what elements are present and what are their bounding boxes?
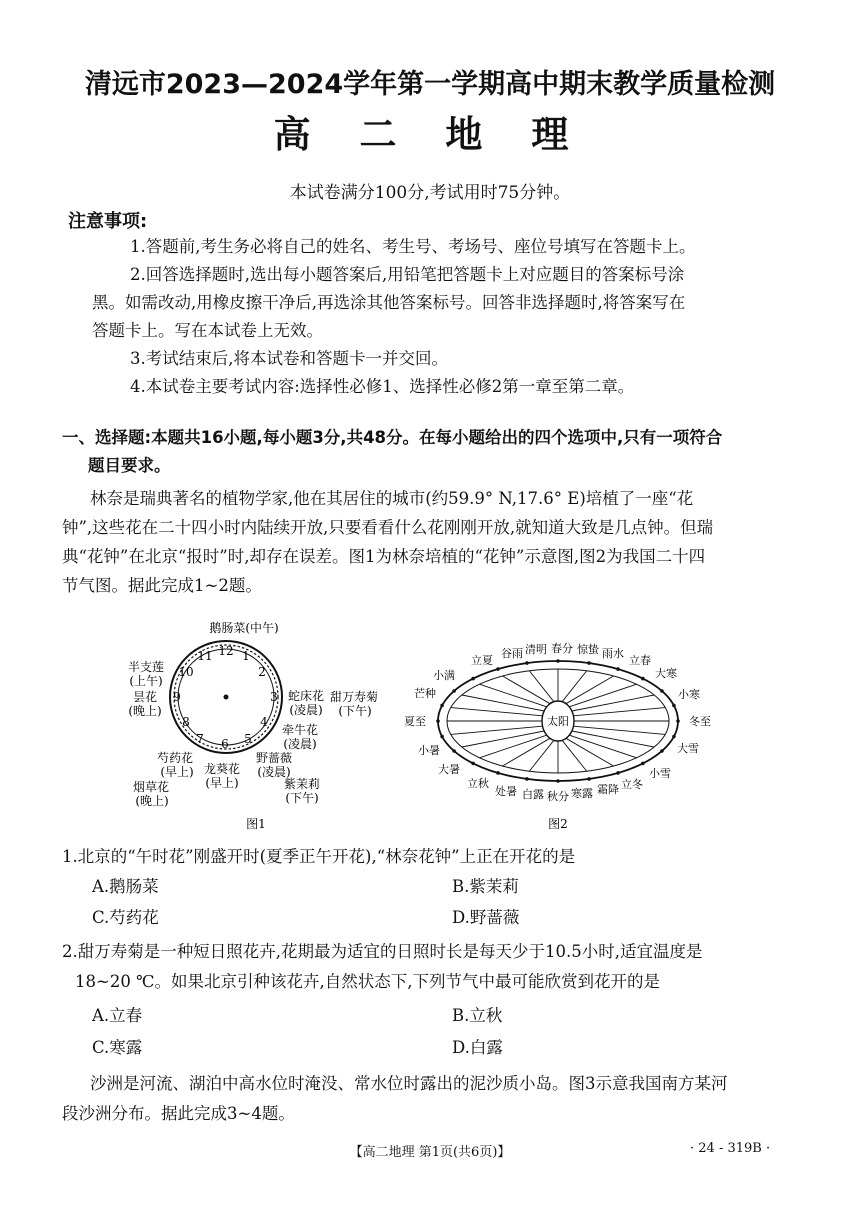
term-dot — [440, 704, 444, 708]
passage-1-line-4: 节气图。据此完成1~2题。 — [62, 576, 262, 595]
term-shuangjiang: 霜降 — [597, 783, 619, 796]
orbit-spoke — [451, 726, 543, 734]
q1-option-c: C.芍药花 — [92, 908, 159, 927]
label-yancaohua-time: (晚上) — [135, 794, 169, 808]
term-mangzhong: 芒种 — [414, 687, 436, 700]
clock-center-dot — [224, 695, 229, 700]
label-yeqiangwei: 野蔷薇 — [255, 751, 293, 765]
q1-option-a: A.鹅肠菜 — [92, 877, 159, 896]
q1-option-d: D.野蔷薇 — [452, 908, 520, 927]
orbit-spoke — [562, 740, 587, 771]
notice-item-4: 4.本试卷主要考试内容:选择性必修1、选择性必修2第一章至第二章。 — [130, 377, 635, 396]
passage-1-line-2: 钟”,这些花在二十四小时内陆续开放,只要看看什么花刚刚开放,就知道大致是几点钟。但瑞 — [62, 518, 714, 537]
notice-item-3: 3.考试结束后,将本试卷和答题卡一并交回。 — [130, 349, 448, 368]
orbit-spoke — [573, 726, 665, 734]
term-xiaohan: 小寒 — [678, 688, 700, 701]
label-shaoyaohua: 芍药花 — [156, 751, 194, 765]
term-dot — [452, 749, 456, 753]
q1-option-b: B.紫茉莉 — [452, 877, 519, 896]
label-tanhua-time: (晚上) — [128, 704, 162, 718]
term-dot — [616, 771, 620, 775]
term-liqiu: 立秋 — [467, 777, 489, 790]
label-tianwanshouju: 甜万寿菊 — [329, 690, 379, 704]
term-dot — [436, 719, 440, 723]
label-longkuihua-time: (早上) — [205, 776, 239, 790]
notice-heading: 注意事项: — [68, 211, 148, 232]
label-qianniuhua: 牵牛花 — [281, 723, 319, 737]
label-shechuanghua: 蛇床花 — [287, 689, 325, 703]
term-xiaoshu: 小暑 — [418, 744, 440, 757]
figure-1-flower-clock — [110, 612, 379, 837]
notice-item-1: 1.答题前,考生务必将自己的姓名、考生号、考场号、座位号填写在答题卡上。 — [130, 237, 696, 256]
label-echangcai: 鹅肠菜(中午) — [209, 621, 279, 635]
subject-title: 高 二 地 理 — [273, 113, 587, 156]
term-dot — [556, 659, 560, 663]
orbit-spoke — [572, 731, 654, 747]
passage-2-line-2: 段沙洲分布。据此完成3~4题。 — [62, 1104, 295, 1123]
term-dahan: 大寒 — [655, 667, 677, 680]
clock-num-11: 11 — [197, 649, 213, 663]
figure-1-caption: 图1 — [246, 817, 266, 831]
q2-option-c: C.寒露 — [92, 1038, 143, 1057]
term-qiufen: 秋分 — [547, 790, 569, 803]
term-dot — [641, 677, 645, 681]
section-heading: 一、选择题:本题共16小题,每小题3分,共48分。在每小题给出的四个选项中,只有一项符合 — [62, 428, 723, 447]
orbit-spoke — [573, 708, 665, 716]
term-dot — [616, 667, 620, 671]
term-dot — [587, 777, 591, 781]
term-qingming: 清明 — [525, 643, 547, 656]
term-guyu: 谷雨 — [501, 647, 523, 660]
clock-num-9: 9 — [173, 690, 181, 704]
figure-2-caption: 图2 — [548, 817, 568, 831]
term-dot — [525, 777, 529, 781]
label-tianwanshouju-time: (下午) — [338, 704, 372, 718]
term-lidong: 立冬 — [621, 778, 643, 791]
label-zimoli-time: (下午) — [285, 791, 319, 805]
sun-label: 太阳 — [547, 715, 569, 728]
term-lixia: 立夏 — [471, 654, 493, 667]
notice-item-2-cont2: 答题卡上。写在本试卷上无效。 — [92, 321, 323, 340]
term-dot — [587, 661, 591, 665]
term-bailu: 白露 — [522, 788, 544, 801]
notice-item-2: 2.回答选择题时,选出每小题答案后,用铅笔把答题卡上对应题目的答案标号涂 — [130, 265, 685, 284]
clock-num-7: 7 — [196, 732, 204, 746]
term-chunfen: 春分 — [551, 642, 573, 655]
term-dot — [471, 677, 475, 681]
term-dot — [525, 661, 529, 665]
term-dot — [496, 667, 500, 671]
term-dot — [641, 762, 645, 766]
label-tanhua: 昙花 — [132, 690, 158, 704]
term-dongzhi: 冬至 — [689, 715, 711, 728]
passage-2-line-1: 沙洲是河流、湖泊中高水位时淹没、常水位时露出的泥沙质小岛。图3示意我国南方某河 — [90, 1074, 728, 1093]
passage-1-line-3: 典“花钟”在北京“报时”时,却存在误差。图1为林奈培植的“花钟”示意图,图2为我国二十四 — [62, 547, 706, 566]
label-yancaohua: 烟草花 — [132, 780, 170, 794]
term-dot — [660, 689, 664, 693]
section-heading-cont: 题目要求。 — [88, 456, 171, 475]
term-hanlu: 寒露 — [571, 787, 593, 800]
orbit-spoke — [529, 671, 554, 702]
term-daxue: 大雪 — [677, 742, 699, 755]
clock-num-1: 1 — [242, 649, 250, 663]
clock-num-6: 6 — [221, 737, 229, 751]
q2-stem: 2.甜万寿菊是一种短日照花卉,花期最为适宜的日照时长是每天少于10.5小时,适宜温度是 — [62, 942, 703, 961]
term-dot — [676, 719, 680, 723]
clock-num-2: 2 — [258, 665, 266, 679]
term-dot — [672, 704, 676, 708]
term-dot — [660, 749, 664, 753]
term-dot — [556, 779, 560, 783]
clock-num-4: 4 — [260, 715, 268, 729]
orbit-spoke — [572, 695, 654, 711]
term-xiaoxue: 小雪 — [649, 767, 671, 780]
notice-item-2-cont: 黑。如需改动,用橡皮擦干净后,再选涂其他答案标号。回答非选择题时,将答案写在 — [92, 293, 686, 312]
label-shaoyaohua-time: (早上) — [160, 765, 194, 779]
orbit-spoke — [462, 695, 544, 711]
term-dot — [496, 771, 500, 775]
label-banzhilian: 半支莲 — [127, 660, 165, 674]
clock-num-12: 12 — [218, 644, 234, 658]
term-lichun: 立春 — [629, 654, 651, 667]
q2-stem-cont: 18~20 ℃。如果北京引种该花卉,自然状态下,下列节气中最可能欣赏到花开的是 — [75, 972, 661, 991]
label-shechuanghua-time: (凌晨) — [289, 703, 323, 717]
term-yushui: 雨水 — [602, 647, 624, 660]
clock-num-10: 10 — [178, 665, 194, 679]
exam-title: 清远市2023—2024学年第一学期高中期末教学质量检测 — [84, 69, 776, 100]
term-chushu: 处暑 — [495, 785, 517, 798]
exam-info: 本试卷满分100分,考试用时75分钟。 — [289, 183, 571, 203]
term-xiazhi: 夏至 — [404, 715, 426, 728]
clock-num-8: 8 — [182, 715, 190, 729]
figure-2-solar-terms — [395, 632, 725, 837]
q1-stem: 1.北京的“午时花”刚盛开时(夏季正午开花),“林奈花钟”上正在开花的是 — [62, 847, 576, 866]
q2-option-b: B.立秋 — [452, 1006, 503, 1025]
q2-option-a: A.立春 — [92, 1006, 143, 1025]
orbit-spoke — [462, 731, 544, 747]
label-yeqiangwei-time: (凌晨) — [257, 765, 291, 779]
q2-option-d: D.白露 — [452, 1038, 503, 1057]
passage-1-line-1: 林奈是瑞典著名的植物学家,他在其居住的城市(约59.9° N,17.6° E)培植了一座“花 — [90, 489, 694, 508]
label-banzhilian-time: (上午) — [129, 674, 163, 688]
term-dot — [440, 735, 444, 739]
label-qianniuhua-time: (凌晨) — [283, 737, 317, 751]
clock-num-3: 3 — [270, 690, 278, 704]
term-dot — [672, 735, 676, 739]
clock-num-5: 5 — [244, 732, 252, 746]
label-zimoli: 紫茉莉 — [283, 777, 321, 791]
orbit-spoke — [451, 708, 543, 716]
term-jingzhe: 惊蛰 — [577, 643, 599, 656]
label-longkuihua: 龙葵花 — [203, 762, 241, 776]
term-xiaoman: 小满 — [433, 669, 455, 682]
orbit-spoke — [562, 671, 587, 702]
page-footer: 【高二地理 第1页(共6页)】 — [349, 1145, 511, 1160]
page-code: · 24 - 319B · — [690, 1141, 771, 1156]
term-dot — [452, 689, 456, 693]
term-dashu: 大暑 — [438, 763, 460, 776]
orbit-spoke — [529, 740, 554, 771]
term-dot — [471, 762, 475, 766]
